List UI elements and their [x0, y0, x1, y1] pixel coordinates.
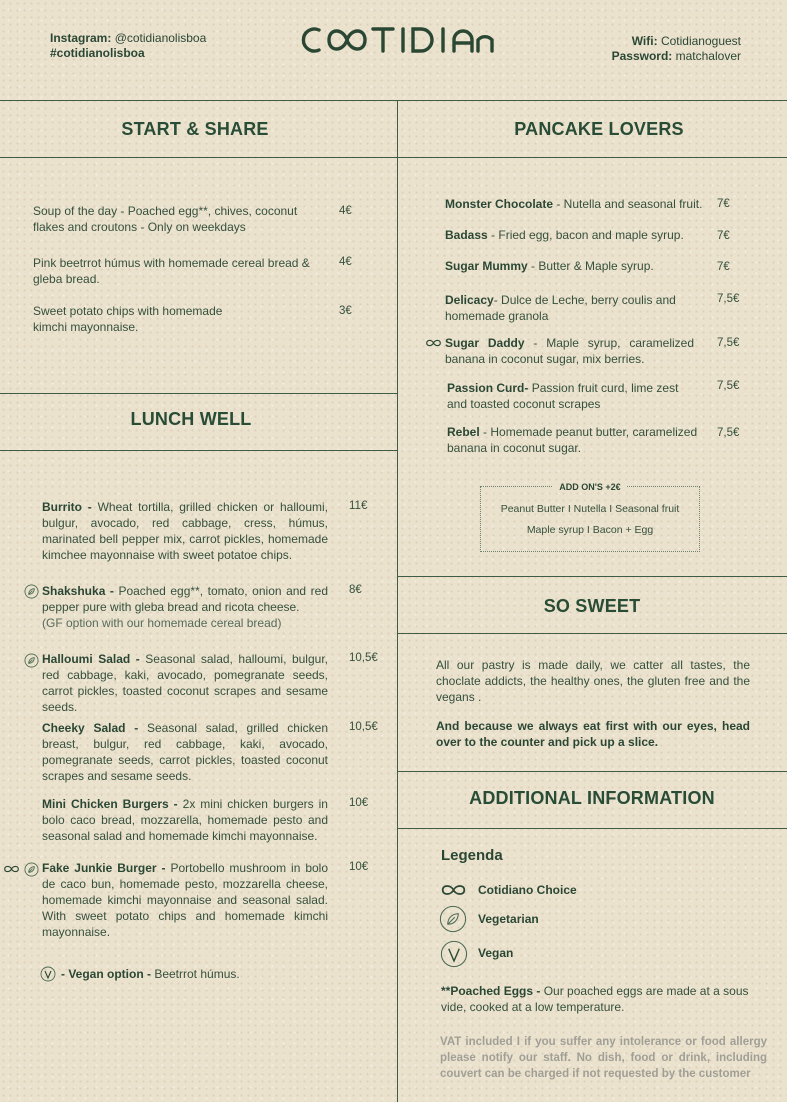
cotidiano-logo [297, 22, 497, 58]
pancake-item-price: 7,5€ [717, 380, 740, 392]
wifi-info [612, 34, 741, 64]
divider-lunch-top [0, 393, 397, 394]
pancake-item [445, 227, 705, 243]
lunch-item-note: (GF option with our homemade cereal bread) [42, 616, 282, 630]
instagram-info [50, 31, 206, 61]
pancake-item-price: 7€ [717, 261, 730, 273]
infinity-icon [440, 883, 467, 897]
pancake-item-price: 7,5€ [717, 427, 740, 439]
pancake-item-price: 7,5€ [717, 293, 740, 305]
pancake-item-name: Rebel [447, 425, 480, 439]
addons-box [480, 482, 700, 552]
vegan-option-desc: Beetrrot húmus. [154, 967, 240, 981]
pancake-item-desc: - Dulce de Leche, berry coulis and homemade granola [445, 293, 676, 323]
lunch-item-price: 10€ [349, 861, 369, 873]
vegan-option-label: - Vegan option - [61, 967, 155, 981]
pancake-item-desc: - Butter & Maple syrup. [527, 259, 654, 273]
vegan-v-icon [40, 966, 56, 982]
lunch-item-price: 11€ [349, 500, 368, 512]
pancake-item [445, 335, 694, 367]
lunch-well-title: LUNCH WELL [130, 409, 252, 429]
pancake-item-name: Sugar Daddy [445, 336, 525, 350]
start-item-2-price: 4€ [339, 256, 352, 268]
start-item-1-price: 4€ [339, 205, 352, 217]
divider-lunch-bottom [0, 450, 397, 451]
pancake-item-price: 7€ [717, 198, 730, 210]
so-sweet-text-2: And because we always eat first with our eyes, head over to the counter and pick up a slice. [436, 719, 750, 749]
lunch-item-desc: 2x mini chicken burgers in bolo caco bread, mozzarella, homemade pesto and seasonal salad and homemade kimchi mayonnaise. [42, 797, 328, 843]
lunch-item-price: 10€ [349, 797, 369, 809]
pancake-item-price: 7,5€ [717, 337, 740, 349]
instagram-label: Instagram: [50, 31, 112, 45]
leaf-icon [24, 653, 39, 668]
divider-sweet-top [397, 576, 787, 577]
addons-line-1: Peanut Butter I Nutella I Seasonal fruit [500, 503, 680, 515]
lunch-item-halloumi [42, 651, 328, 715]
start-item-1-desc: Soup of the day - Poached egg**, chives, coconut flakes and croutons - Only on weekdays [33, 204, 298, 234]
hashtag: #cotidianolisboa [50, 46, 145, 60]
divider-sweet-bottom [397, 633, 787, 634]
pancake-item-desc: Passion fruit curd, lime zest and toasted coconut scrapes [447, 381, 679, 411]
lunch-item-name: Burrito - [42, 500, 98, 514]
addons-title: ADD ON'S +2€ [553, 482, 626, 492]
pancake-item-desc: - Maple syrup, caramelized banana in coconut sugar, mix berries. [445, 336, 695, 366]
poached-eggs-note [441, 983, 769, 1015]
pancake-item-name: Passion Curd- [447, 381, 529, 395]
lunch-item-name: Fake Junkie Burger - [42, 861, 171, 875]
lunch-item-price: 8€ [349, 584, 362, 596]
lunch-item-price: 10,5€ [349, 721, 378, 733]
additional-info-title: ADDITIONAL INFORMATION [469, 788, 715, 808]
infinity-icon [425, 338, 442, 348]
lunch-item-fake-junkie [42, 860, 328, 940]
infinity-icon [3, 864, 20, 874]
pancake-item-price: 7€ [717, 230, 730, 242]
lunch-item-desc: Poached egg**, tomato, onion and red pepper pure with gleba bread and ricota cheese. [42, 584, 328, 614]
lunch-item-name: Cheeky Salad - [42, 721, 147, 735]
pancake-item-desc: - Homemade peanut butter, caramelized banana in coconut sugar. [447, 425, 698, 455]
addons-line-2: Maple syrup I Bacon + Egg [526, 524, 654, 536]
poached-eggs-label: **Poached Eggs - [441, 984, 544, 998]
divider-info-bottom [397, 828, 787, 829]
lunch-item-mini-burgers [42, 796, 328, 844]
start-item-3-desc: Sweet potato chips with homemade kimchi mayonnaise. [33, 304, 223, 334]
so-sweet-title: SO SWEET [543, 596, 641, 616]
pancake-item-name: Delicacy [445, 293, 494, 307]
lunch-item-desc: Portobello mushroom in bolo de caco bun, homemade pesto, mozzarella cheese, homemade kimchi mayonnaise and seasonal salad. With sweet potato chips and homemade kimchi mayonnaise. [42, 861, 329, 939]
pancake-item [445, 292, 681, 324]
lunch-item-name: Mini Chicken Burgers - [42, 797, 183, 811]
instagram-handle: @cotidianolisboa [114, 31, 207, 45]
lunch-item-desc: Seasonal salad, grilled chicken breast, bulgur, red cabbage, kaki, avocado, pomegranate seeds, carrot pickles, toasted coconut scrapes and sesame seeds. [42, 721, 328, 783]
pancake-lovers-title: PANCAKE LOVERS [514, 119, 684, 139]
wifi-value: Cotidianoguest [660, 34, 741, 48]
vegan-v-icon [440, 940, 468, 968]
legend-label-vegetarian: Vegetarian [478, 912, 539, 926]
pancake-item [445, 196, 705, 212]
lunch-item-desc: Wheat tortilla, grilled chicken or halloumi, bulgur, avocado, red cabbage, cress, húmus, marinated bell pepper mix, carrot pickles, homemade kimchee mayonnaise with sweet potatoe chips. [42, 500, 328, 562]
lunch-item-name: Shakshuka - [42, 584, 119, 598]
legend-title: Legenda [441, 847, 503, 864]
divider-under-titles [0, 157, 787, 158]
lunch-item-price: 10,5€ [349, 652, 378, 664]
vat-notice: VAT included I if you suffer any intolerance or food allergy please notify our staff. No dish, food or drink, including couvert can be charged if not requested by the customer [440, 1036, 767, 1080]
lunch-item-name: Halloumi Salad - [42, 652, 146, 666]
lunch-item-burrito [42, 499, 328, 563]
password-label: Password: [611, 49, 673, 63]
start-item-2-desc: Pink beetrrot húmus with homemade cereal bread & gleba bread. [33, 256, 310, 286]
start-item-3-price: 3€ [339, 305, 352, 317]
so-sweet-text-1: All our pastry is made daily, we catter all tastes, the choclate addicts, the healthy ones, the gluten free and the vegans . [436, 658, 750, 704]
pancake-item-name: Monster Chocolate [445, 197, 554, 211]
lunch-item-desc: Seasonal salad, halloumi, bulgur, red cabbage, kaki, avocado, pomegranate seeds, carrot pickles, toasted coconut scrapes and sesame seeds. [42, 652, 328, 714]
poached-eggs-desc: Our poached eggs are made at a sous vide, cooked at a low temperature. [441, 984, 749, 1014]
lunch-item-cheeky [42, 720, 328, 784]
leaf-icon [24, 862, 39, 877]
pancake-item-desc: - Fried egg, bacon and maple syrup. [487, 228, 684, 242]
pancake-item-name: Badass [445, 228, 488, 242]
pancake-item-name: Sugar Mummy [445, 259, 528, 273]
divider-info-top [397, 771, 787, 772]
divider-top [0, 100, 787, 101]
password-value: matchalover [675, 49, 741, 63]
legend-label-choice: Cotidiano Choice [478, 883, 577, 897]
vegan-option-note [61, 966, 341, 982]
pancake-item [447, 424, 699, 456]
pancake-item-desc: - Nutella and seasonal fruit. [553, 197, 703, 211]
legend-label-vegan: Vegan [478, 946, 514, 960]
pancake-item [445, 258, 705, 274]
pancake-item [447, 380, 699, 412]
start-share-title: START & SHARE [121, 119, 269, 139]
lunch-item-shakshuka [42, 583, 328, 631]
leaf-icon [439, 905, 467, 933]
wifi-label: Wifi: [631, 34, 658, 48]
leaf-icon [24, 584, 39, 599]
